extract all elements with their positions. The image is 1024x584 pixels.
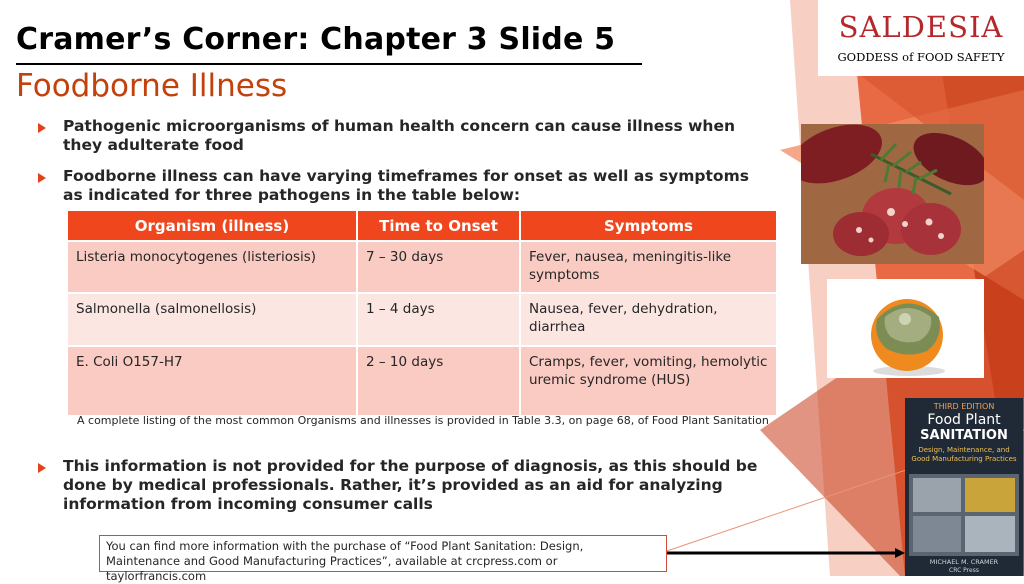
slide-subtitle: Foodborne Illness (16, 68, 288, 104)
table-cell-symptoms: Cramps, fever, vomiting, hemolytic uremic syndrome (HUS) (520, 346, 776, 416)
table-cell-symptoms: Nausea, fever, dehydration, diarrhea (520, 293, 776, 346)
table-cell-organism: Listeria monocytogenes (listeriosis) (68, 241, 357, 293)
moldy-orange-photo (827, 279, 984, 378)
table-header-onset: Time to Onset (357, 211, 520, 241)
book-subtitle: Design, Maintenance, and Good Manufacturing Practices (911, 446, 1017, 463)
table-cell-organism: E. Coli O157-H7 (68, 346, 357, 416)
bullet-text: Pathogenic microorganisms of human health concern can cause illness when they adulterate food (63, 117, 736, 154)
book-cover-photos (909, 474, 1019, 556)
table-header-organism: Organism (illness) (68, 211, 357, 241)
table-header-symptoms: Symptoms (520, 211, 776, 241)
bullet-item (38, 457, 758, 514)
table-header-row (68, 211, 776, 241)
table-cell-symptoms: Fever, nausea, meningitis-like symptoms (520, 241, 776, 293)
bullet-item (38, 167, 758, 205)
book-edition: THIRD EDITION (933, 402, 995, 411)
salami-photo (801, 124, 984, 264)
logo-name: SALDESIA (838, 10, 1004, 44)
bullet-arrow-icon (38, 123, 46, 133)
bullet-arrow-icon (38, 173, 46, 183)
table-cell-organism: Salmonella (salmonellosis) (68, 293, 357, 346)
bullet-item (38, 117, 758, 155)
table-row (68, 293, 776, 346)
arrow-to-book-icon (667, 546, 907, 560)
logo-tagline: GODDESS of FOOD SAFETY (837, 50, 1005, 64)
table-footnote: A complete listing of the most common Organisms and illnesses is provided in Table 3.3, on page 68, of Food Plant Sanitation (77, 414, 769, 427)
slide-title: Cramer’s Corner: Chapter 3 Slide 5 (16, 22, 616, 57)
book-title-line1: Food Plant (927, 412, 1001, 428)
bullet-text: Foodborne illness can have varying timeframes for onset as well as symptoms as indicated for three pathogens in the table below: (63, 167, 749, 204)
info-callout-box: You can find more information with the purchase of “Food Plant Sanitation: Design, Maintenance and Good Manufacturing Practices”, available at crcpress.com or taylorfrancis.com (99, 535, 667, 572)
table-cell-onset: 7 – 30 days (357, 241, 520, 293)
table-cell-onset: 2 – 10 days (357, 346, 520, 416)
saldesia-logo (818, 0, 1024, 76)
book-publisher: CRC Press (949, 567, 979, 574)
book-author: MICHAEL M. CRAMER (929, 558, 999, 566)
book-cover-image[interactable] (905, 398, 1023, 576)
table-cell-onset: 1 – 4 days (357, 293, 520, 346)
title-underline (16, 63, 642, 65)
bullet-arrow-icon (38, 463, 46, 473)
table-row (68, 241, 776, 293)
bullet-text: This information is not provided for the purpose of diagnosis, as this should be done by medical professionals. Rather, it’s provided as an aid for analyzing information from incoming consumer calls (63, 457, 758, 513)
table-row (68, 346, 776, 416)
book-title-line2: SANITATION (920, 428, 1008, 443)
pathogen-table (68, 211, 776, 417)
